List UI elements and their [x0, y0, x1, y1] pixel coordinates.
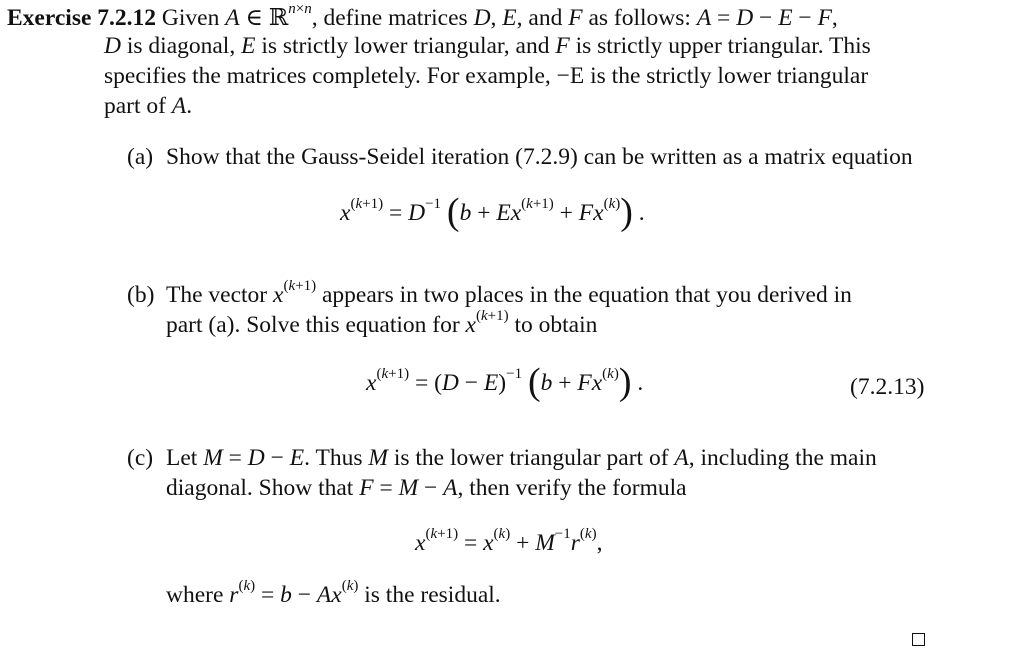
exercise-line-4: part of A. [104, 93, 193, 119]
part-c-label: (c) [127, 445, 154, 471]
part-b-label: (b) [127, 282, 155, 308]
part-c-equation: $x^{(k+1)} = x^{(k)} + M^{-1}r^{(k)}$, [415, 526, 603, 556]
exercise-line-3: specifies the matrices completely. For example, −E is the strictly lower triangular [104, 63, 869, 89]
part-b-text-1: The vector $x^{(k+1)}$ appears in two places in the equation that you derived in [166, 278, 852, 308]
exercise-label: Exercise 7.2.12 [7, 5, 157, 31]
part-c-text-3: where $r^{(k)} = b - Ax^{(k)}$ is the residual. [166, 578, 501, 608]
part-b-equation: $x^{(k+1)} = (D - E)^{-1}$ $(b + Fx^{(k)})$ . [366, 361, 644, 403]
part-c-text-1: Let M = D − E. Thus M is the lower triangular part of A, including the main [166, 445, 877, 471]
part-a-equation: $x^{(k+1)} = D^{-1}$ $(b + Ex^{(k+1)} + Fx^{(k)})$ . [340, 191, 645, 233]
part-a-text: Show that the Gauss-Seidel iteration (7.2.9) can be written as a matrix equation [166, 144, 913, 170]
part-c-text-2: diagonal. Show that F = M − A, then verify the formula [166, 475, 687, 501]
exercise-line-1: Exercise 7.2.12 Given A ∈ ℝ$^{n\times n}$, define matrices D, E, and F as follows: A = D − E − F, [7, 1, 838, 31]
exercise-line-2: D is diagonal, E is strictly lower triangular, and F is strictly upper triangular. This [104, 33, 871, 59]
equation-number: (7.2.13) [850, 374, 925, 400]
end-of-exercise-box [912, 633, 925, 646]
part-a-label: (a) [127, 144, 154, 170]
part-b-text-2: part (a). Solve this equation for $x^{(k+1)}$ to obtain [166, 308, 598, 338]
